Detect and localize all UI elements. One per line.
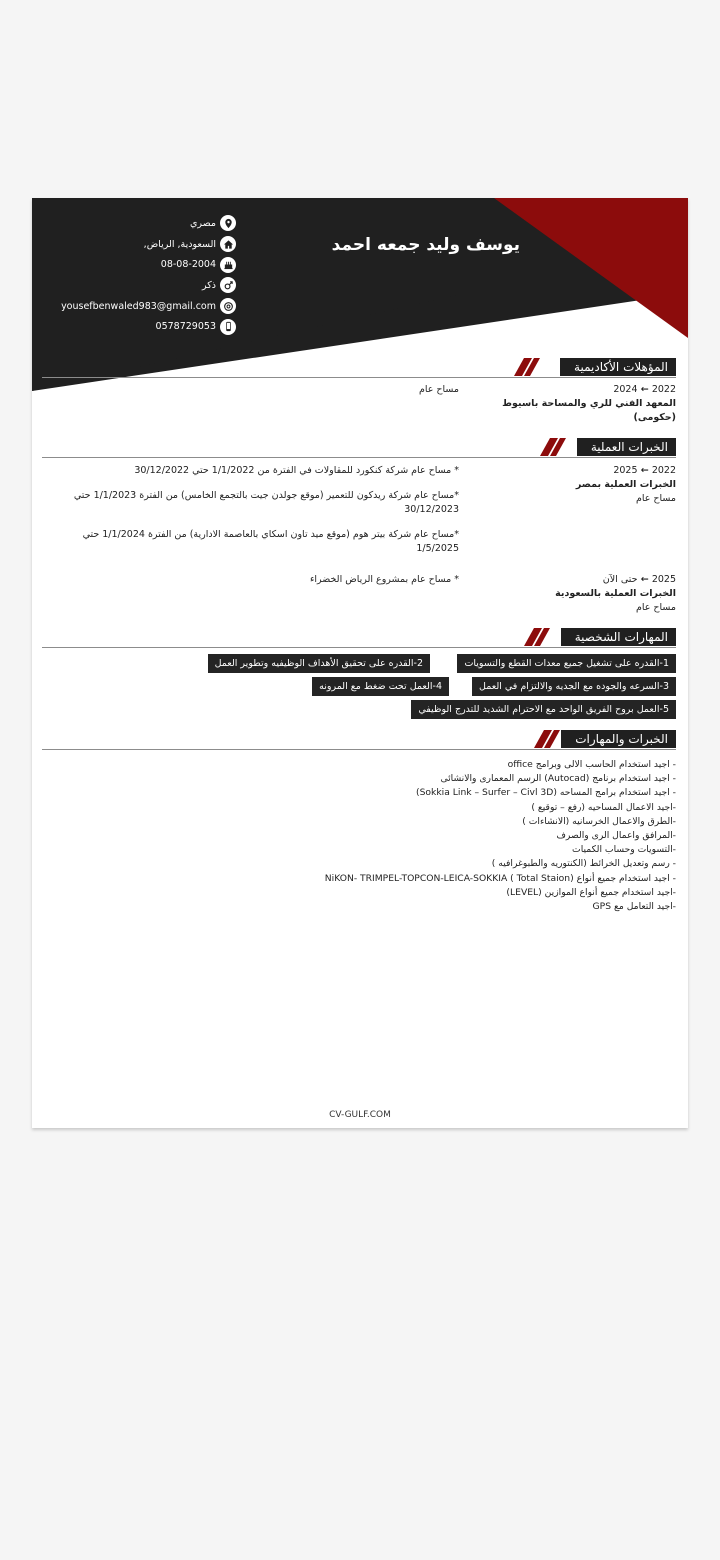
contact-list (61, 213, 236, 337)
skill-line: -اجيد الاعمال المساحيه (رفع – توقيع ) (531, 801, 676, 813)
email-icon (220, 298, 236, 314)
contact-email (61, 296, 236, 317)
education-institution: المعهد الفني للري والمساحة باسيوط (حكومى) (502, 398, 676, 423)
skill-chip: 4-العمل تحت ضغط مع المرونه (312, 677, 449, 696)
contact-phone (61, 316, 236, 337)
phone-icon (220, 319, 236, 335)
personal-skills-section-header (42, 628, 676, 648)
experience-1-dates (613, 464, 676, 478)
skill-line: - اجيد استخدام الحاسب الالى وبرامج office (507, 759, 676, 770)
contact-text: مصري (189, 217, 216, 229)
experience-1-detail: *مساح عام شركة ريدكون للتعمير (موقع جولدن جيت بالتجمع الخامس) من الفترة 1/1/2023 حتي 30/12/2023 (73, 490, 459, 515)
date-to: 2024 (613, 384, 638, 395)
skill-chip: 1-القدره على تشغيل جميع معدات القطع والتسويات (457, 654, 676, 673)
skill-line: - اجيد استخدام جميع أنواع (Total Staion ) NiKON- TRIMPEL-TOPCON-LEICA-SOKKIA (324, 872, 676, 884)
skill-chip: 3-السرعه والجوده مع الجديه والالتزام في العمل (472, 677, 676, 696)
skill-line: - رسم وتعديل الخرائط (الكنتوريه والطبوغرافيه ) (491, 858, 676, 870)
skill-chip: 2-القدره على تحقيق الأهداف الوظيفيه وتطوير العمل (208, 654, 430, 673)
section-divider (42, 647, 676, 648)
section-divider (42, 377, 676, 378)
arrow-left-icon: ← (637, 465, 649, 476)
skill-line: - اجيد استخدام برنامج (Autocad) الرسم المعمارى والانشائى (440, 773, 676, 785)
education-section-header (42, 358, 676, 378)
experience-2-detail: * مساح عام بمشروع الرياض الخضراء (309, 574, 459, 585)
section-title: المؤهلات الأكاديمية (560, 358, 676, 376)
date-to: حتى الآن (602, 574, 638, 585)
birthday-cake-icon (220, 257, 236, 273)
contact-text: 08-08-2004 (160, 259, 216, 271)
date-from: 2022 (651, 465, 676, 476)
date-from: 2025 (651, 574, 676, 585)
footer-brand: CV-GULF.COM (329, 1110, 391, 1120)
skills-list (325, 758, 676, 914)
section-title: الخبرات والمهارات (561, 730, 676, 748)
experience-1-detail: * مساح عام شركة كنكورد للمقاولات في الفترة من 1/1/2022 حتي 30/12/2022 (134, 465, 459, 476)
skill-line: - اجيد استخدام برامج المساحه (Sokkia Link – Surfer – Civl 3D) (415, 787, 676, 799)
education-description: مساح عام (418, 384, 459, 395)
arrow-left-icon: ← (637, 384, 649, 395)
contact-address (61, 234, 236, 255)
skill-line: -اجيد استخدام جميع أنواع الموازين (LEVEL) (506, 886, 676, 898)
contact-birthdate (61, 254, 236, 275)
section-divider (42, 749, 676, 750)
candidate-name: يوسف وليد جمعه احمد (331, 235, 520, 255)
location-icon (220, 215, 236, 231)
contact-text: 0578729053 (155, 321, 216, 333)
experience-2-dates (603, 573, 676, 587)
education-dates (613, 383, 676, 397)
arrow-left-icon: ← (637, 574, 649, 585)
cv-page (32, 198, 688, 1128)
skill-chip: 5-العمل بروح الفريق الواحد مع الاحترام الشديد للتدرج الوظيفي (411, 700, 676, 719)
skills-section-header (42, 730, 676, 750)
experience-2-company: الخبرات العملية بالسعودية (555, 588, 676, 599)
contact-text: yousefbenwaled983@gmail.com (61, 300, 216, 312)
section-accent-stripes (534, 730, 560, 748)
experience-1-company: الخبرات العملية بمصر (575, 479, 676, 490)
gender-icon (220, 277, 236, 293)
skill-line: -اجيد التعامل مع GPS (592, 901, 676, 913)
skill-line: -التسويات وحساب الكميات (572, 844, 676, 856)
contact-gender (61, 275, 236, 296)
experience-section-header (42, 438, 676, 458)
contact-text: ذكر (202, 279, 216, 291)
contact-text: السعودية, الرياض, (143, 238, 216, 250)
section-title: الخبرات العملية (577, 438, 676, 456)
section-divider (42, 457, 676, 458)
section-accent-stripes (514, 358, 540, 376)
experience-1-detail: *مساح عام شركة بيتر هوم (موقع ميد تاون اسكاي بالعاصمة الادارية) من الفترة 1/1/2024 حتي 1/5/2025 (82, 529, 459, 554)
contact-nationality (61, 213, 236, 234)
skill-line: -الطرق والاعمال الخرسانيه (الانشاءات ) (522, 815, 676, 827)
section-title: المهارات الشخصية (561, 628, 676, 646)
experience-1-role: مساح عام (635, 493, 676, 504)
skill-line: -المرافق واعمال الرى والصرف (556, 830, 676, 842)
experience-2-role: مساح عام (635, 602, 676, 613)
date-to: 2025 (613, 465, 638, 476)
personal-skills-list (172, 654, 676, 724)
section-accent-stripes (524, 628, 550, 646)
date-from: 2022 (651, 384, 676, 395)
section-accent-stripes (540, 438, 566, 456)
home-icon (220, 236, 236, 252)
